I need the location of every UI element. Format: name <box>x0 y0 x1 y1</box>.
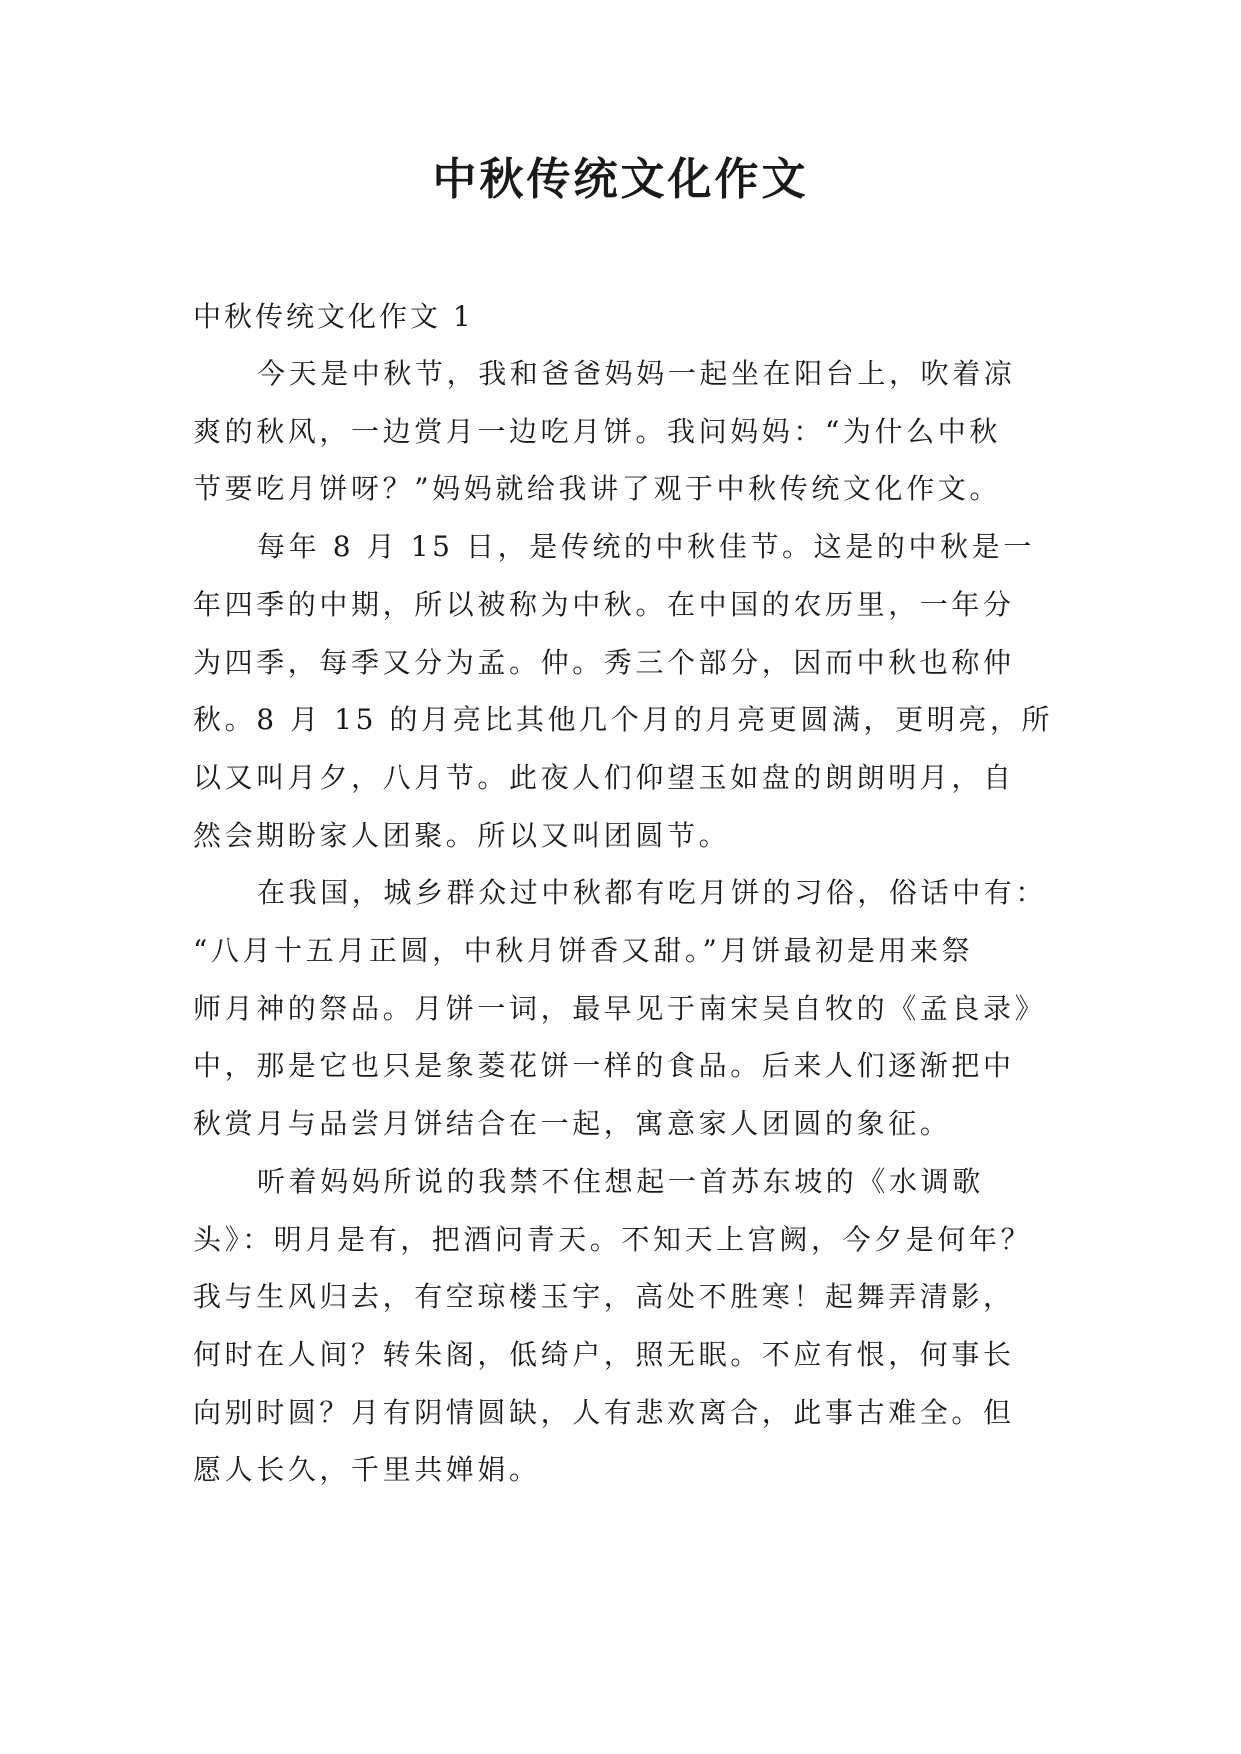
paragraph-line: 在我国，城乡群众过中秋都有吃月饼的习俗，俗话中有： <box>257 876 1048 910</box>
paragraph-line: 以又叫月夕，八月节。此夜人们仰望玉如盘的朗朗明月，自 <box>193 760 1015 794</box>
paragraph-line: 秋。8 月 15 的月亮比其他几个月的月亮更圆满，更明亮，所 <box>193 703 1054 737</box>
paragraph-line: 何时在人间？转朱阁，低绮户，照无眠。不应有恨，何事长 <box>193 1337 1015 1371</box>
paragraph-line: 愿人长久，千里共婵娟。 <box>193 1453 541 1487</box>
document-title: 中秋传统文化作文 <box>432 154 809 205</box>
paragraph-line: 秋赏月与品尝月饼结合在一起，寓意家人团圆的象征。 <box>193 1107 952 1141</box>
paragraph-line: 节要吃月饼呀？”妈妈就给我讲了观于中秋传统文化作文。 <box>193 472 1001 506</box>
paragraph-4 <box>193 1153 1073 1499</box>
paragraph-line: 中，那是它也只是象菱花饼一样的食品。后来人们逐渐把中 <box>193 1049 1015 1083</box>
paragraph-line: 为四季，每季又分为孟。仲。秀三个部分，因而中秋也称仲 <box>193 645 1015 679</box>
paragraph-line: 然会期盼家人团聚。所以又叫团圆节。 <box>193 818 731 852</box>
document-body <box>193 288 1073 1499</box>
paragraph-2 <box>193 518 1073 864</box>
paragraph-line: 头》：明月是有，把酒问青天。不知天上宫阙，今夕是何年？ <box>193 1222 1033 1256</box>
paragraph-line: 我与生风归去，有空琼楼玉宇，高处不胜寒！起舞弄清影， <box>193 1280 1015 1314</box>
paragraph-line: “八月十五月正圆，中秋月饼香又甜。”月饼最初是用来祭 <box>193 934 974 968</box>
paragraph-line: 今天是中秋节，我和爸爸妈妈一起坐在阳台上，吹着凉 <box>257 357 1016 390</box>
paragraph-line: 向别时圆？月有阴情圆缺，人有悲欢离合，此事古难全。但 <box>193 1395 1015 1429</box>
paragraph-line: 每年 8 月 15 日，是传统的中秋佳节。这是的中秋是一 <box>257 530 1035 564</box>
paragraph-line: 师月神的祭品。月饼一词，最早见于南宋吴自牧的《孟良录》 <box>193 991 1047 1025</box>
paragraph-line: 年四季的中期，所以被称为中秋。在中国的农历里，一年分 <box>193 587 1015 621</box>
paragraph-1 <box>193 345 1073 518</box>
section-heading: 中秋传统文化作文 1 <box>193 300 474 333</box>
paragraph-line: 爽的秋风，一边赏月一边吃月饼。我问妈妈：“为什么中秋 <box>193 414 1001 448</box>
paragraph-3 <box>193 864 1073 1153</box>
paragraph-line: 听着妈妈所说的我禁不住想起一首苏东坡的《水调歌 <box>257 1164 984 1198</box>
